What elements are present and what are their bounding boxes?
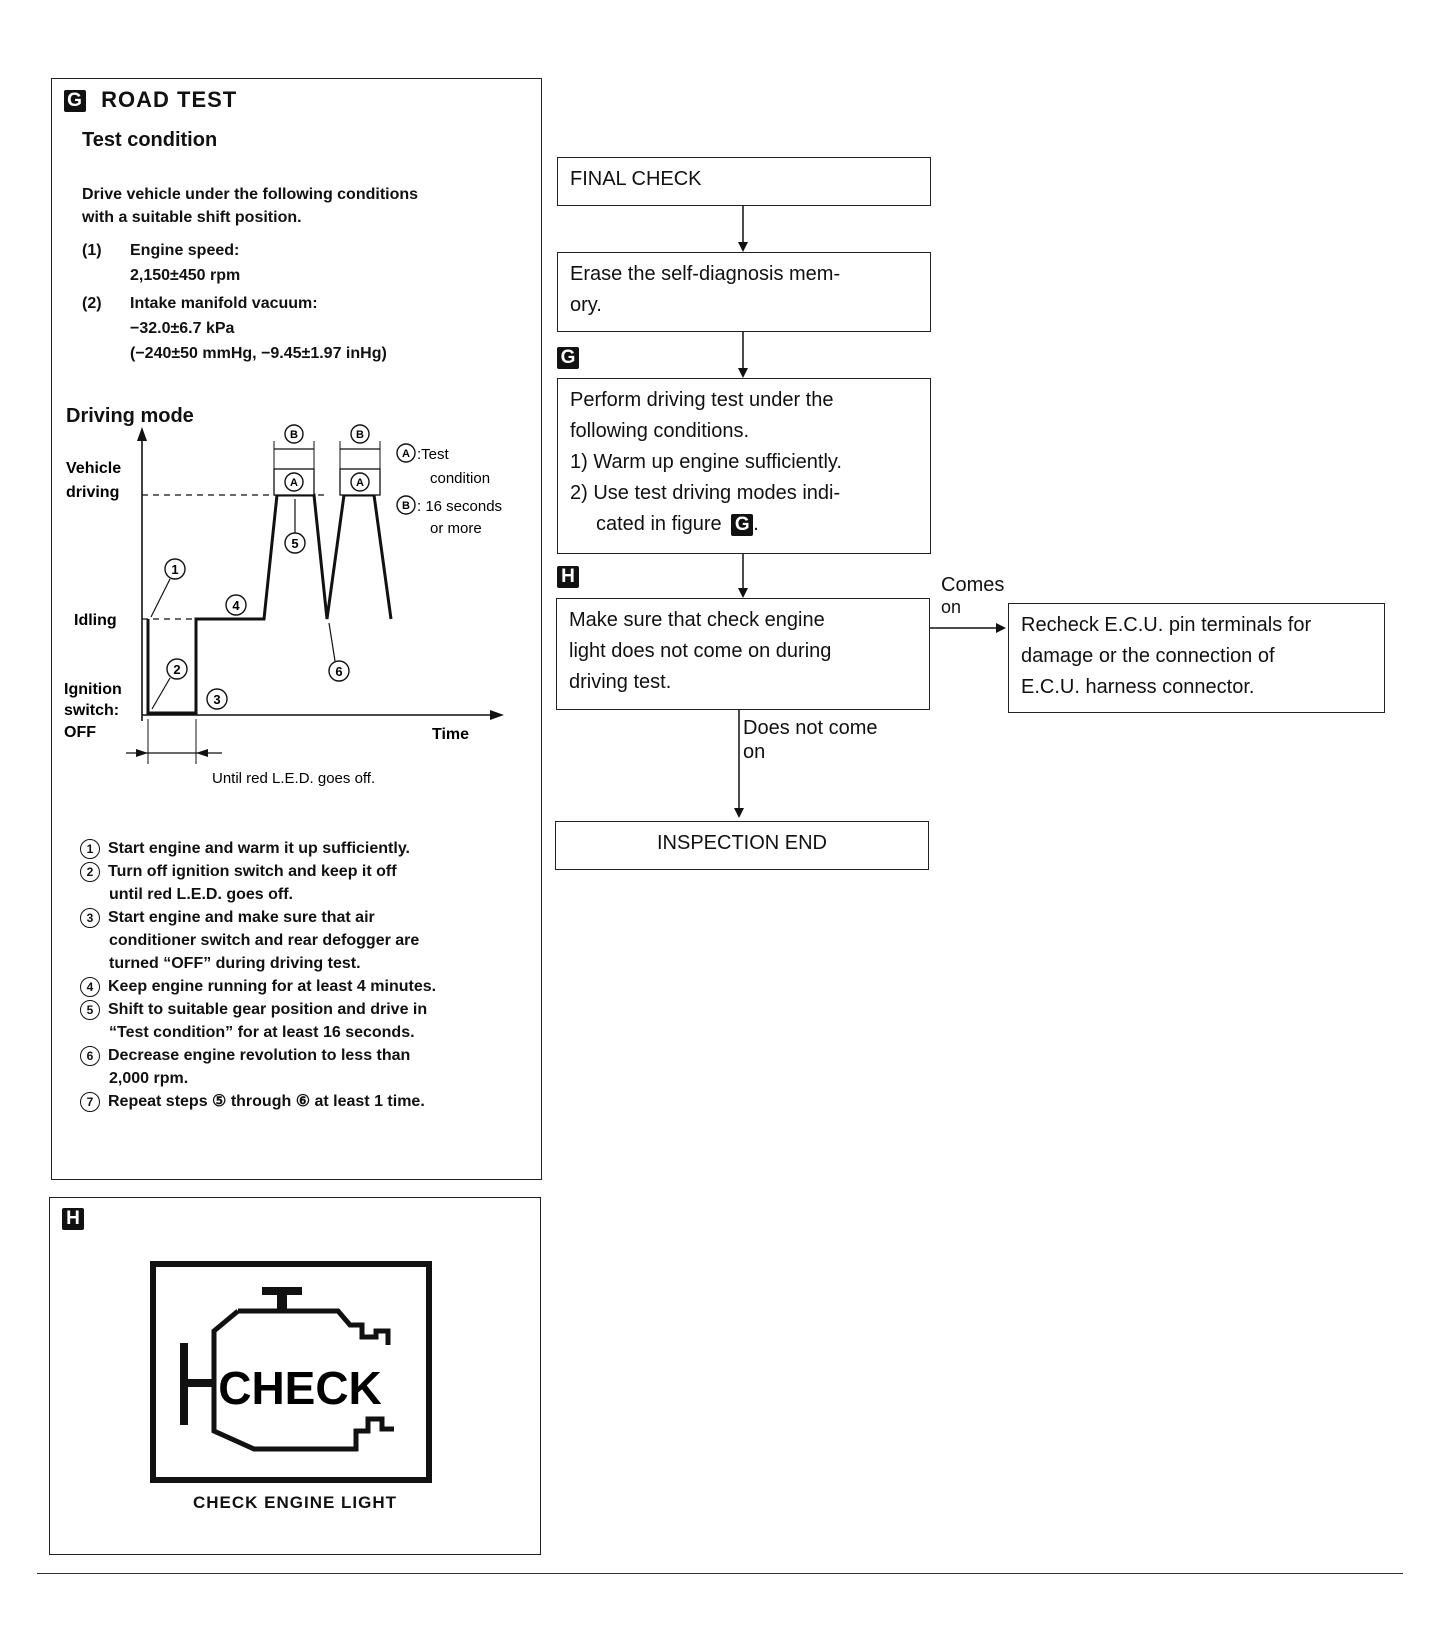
inspection-end-box xyxy=(555,821,929,870)
marker-b-1: B xyxy=(290,429,298,441)
icon-check-text: CHECK xyxy=(218,1362,382,1414)
marker-b-2: B xyxy=(356,429,364,441)
legend-b-symbol: B xyxy=(402,500,410,512)
legend-a-symbol: A xyxy=(402,448,410,460)
legend-b-text1: : 16 seconds xyxy=(417,498,503,515)
recheck-line1: Recheck E.C.U. pin terminals for xyxy=(1021,614,1312,636)
perform-line5: cated in figure xyxy=(596,513,722,535)
y-label-idling: Idling xyxy=(74,612,117,629)
step-text: conditioner switch and rear defogger are xyxy=(109,932,420,949)
drive-instruction-line2: with a suitable shift position. xyxy=(82,209,302,226)
until-led-label: Until red L.E.D. goes off. xyxy=(212,770,376,787)
step-number-circle: 1 xyxy=(80,839,100,859)
flow-letter-h: H xyxy=(557,566,579,588)
erase-line2: ory. xyxy=(570,294,602,316)
perform-line3: 1) Warm up engine sufficiently. xyxy=(570,451,842,473)
not-come-on-line2: on xyxy=(743,741,766,763)
check-engine-caption: CHECK ENGINE LIGHT xyxy=(192,1493,398,1512)
test-condition-heading: Test condition xyxy=(82,129,218,151)
recheck-line3: E.C.U. harness connector. xyxy=(1021,676,1255,698)
step-number-circle: 3 xyxy=(80,908,100,928)
perform-line4: 2) Use test driving modes indi- xyxy=(570,482,841,504)
inspection-end-label: INSPECTION END xyxy=(656,832,828,854)
section-letter-h: H xyxy=(62,1208,84,1230)
y-label-driving: driving xyxy=(66,484,120,501)
arrow-head-1 xyxy=(738,242,748,252)
condition-2-label: Intake manifold vacuum: xyxy=(130,295,318,312)
condition-2-value: −32.0±6.7 kPa xyxy=(130,320,235,337)
recheck-line2: damage or the connection of xyxy=(1021,645,1275,667)
condition-1-value: 2,150±450 rpm xyxy=(130,267,241,284)
condition-1-label: Engine speed: xyxy=(130,242,240,259)
step-number-circle: 7 xyxy=(80,1092,100,1112)
step-text: Keep engine running for at least 4 minutes. xyxy=(108,978,437,995)
arrow-head-3 xyxy=(738,588,748,598)
make-sure-line2: light does not come on during xyxy=(569,640,832,662)
arrow-head-2 xyxy=(738,368,748,378)
perform-line5-end: . xyxy=(753,513,759,535)
condition-2-value-alt: (−240±50 mmHg, −9.45±1.97 inHg) xyxy=(130,345,387,362)
comes-on-line2: on xyxy=(941,597,962,617)
driving-mode-heading: Driving mode xyxy=(66,405,194,427)
step-number-circle: 6 xyxy=(80,1046,100,1066)
step-number-circle: 4 xyxy=(80,977,100,997)
comes-on-label xyxy=(941,574,1004,618)
final-check-box xyxy=(557,157,931,206)
section-letter-g: G xyxy=(64,90,86,112)
erase-line1: Erase the self-diagnosis mem- xyxy=(570,263,841,285)
marker-a-2: A xyxy=(356,477,364,489)
y-label-vehicle: Vehicle xyxy=(66,460,122,477)
y-label-switch: switch: xyxy=(64,702,120,719)
drive-instruction-line1: Drive vehicle under the following conditions xyxy=(82,186,419,203)
diagram-step-3: 3 xyxy=(213,692,221,707)
not-come-on-label xyxy=(743,716,878,764)
step-number-circle: 5 xyxy=(80,1000,100,1020)
step-text: Shift to suitable gear position and drive in xyxy=(108,1001,428,1018)
arrow-head-4 xyxy=(996,623,1006,633)
flow-letter-h-row xyxy=(557,566,579,588)
legend-b-text2: or more xyxy=(430,520,482,537)
marker-a-1: A xyxy=(290,477,298,489)
step-text: 2,000 rpm. xyxy=(109,1070,189,1087)
step-text: Start engine and warm it up sufficiently. xyxy=(108,840,410,857)
final-check-label: FINAL CHECK xyxy=(570,168,702,190)
step-text: Turn off ignition switch and keep it off xyxy=(108,863,397,880)
make-sure-line3: driving test. xyxy=(569,671,672,693)
legend-a-text2: condition xyxy=(430,470,491,487)
erase-memory-box xyxy=(557,252,931,332)
step-text: Decrease engine revolution to less than xyxy=(108,1047,411,1064)
perform-test-box xyxy=(557,378,931,554)
arrow-head-5 xyxy=(734,808,744,818)
step-number-circle: 2 xyxy=(80,862,100,882)
perform-fig-letter: G xyxy=(731,514,753,536)
x-label-time: Time xyxy=(432,726,470,743)
diagram-step-4: 4 xyxy=(232,598,240,613)
perform-line1: Perform driving test under the xyxy=(570,389,834,411)
diagram-step-1: 1 xyxy=(171,562,179,577)
perform-line2: following conditions. xyxy=(570,420,749,442)
y-label-off: OFF xyxy=(64,724,96,741)
make-sure-line1: Make sure that check engine xyxy=(569,609,825,631)
footer-rule xyxy=(37,1573,1403,1574)
diagram-step-2: 2 xyxy=(173,662,181,677)
flow-letter-g: G xyxy=(557,347,579,369)
make-sure-box xyxy=(556,598,930,710)
step-text: “Test condition” for at least 16 seconds. xyxy=(109,1024,415,1041)
condition-2-num: (2) xyxy=(82,295,102,312)
diagram-step-6: 6 xyxy=(335,664,343,679)
perform-line5-row xyxy=(570,509,918,540)
legend-a-text1: :Test xyxy=(417,446,449,463)
not-come-on-line1: Does not come xyxy=(743,717,878,739)
diagram-step-5: 5 xyxy=(291,536,299,551)
flow-letter-g-row xyxy=(557,347,579,369)
comes-on-line1: Comes xyxy=(941,574,1005,596)
step-text: Start engine and make sure that air xyxy=(108,909,375,926)
recheck-box xyxy=(1008,603,1385,713)
condition-1-num: (1) xyxy=(82,242,102,259)
step-text: Repeat steps ⑤ through ⑥ at least 1 time. xyxy=(108,1093,425,1110)
road-test-title: ROAD TEST xyxy=(101,87,238,112)
y-label-ignition: Ignition xyxy=(64,681,122,698)
step-text: turned “OFF” during driving test. xyxy=(109,955,361,972)
step-text: until red L.E.D. goes off. xyxy=(109,886,293,903)
